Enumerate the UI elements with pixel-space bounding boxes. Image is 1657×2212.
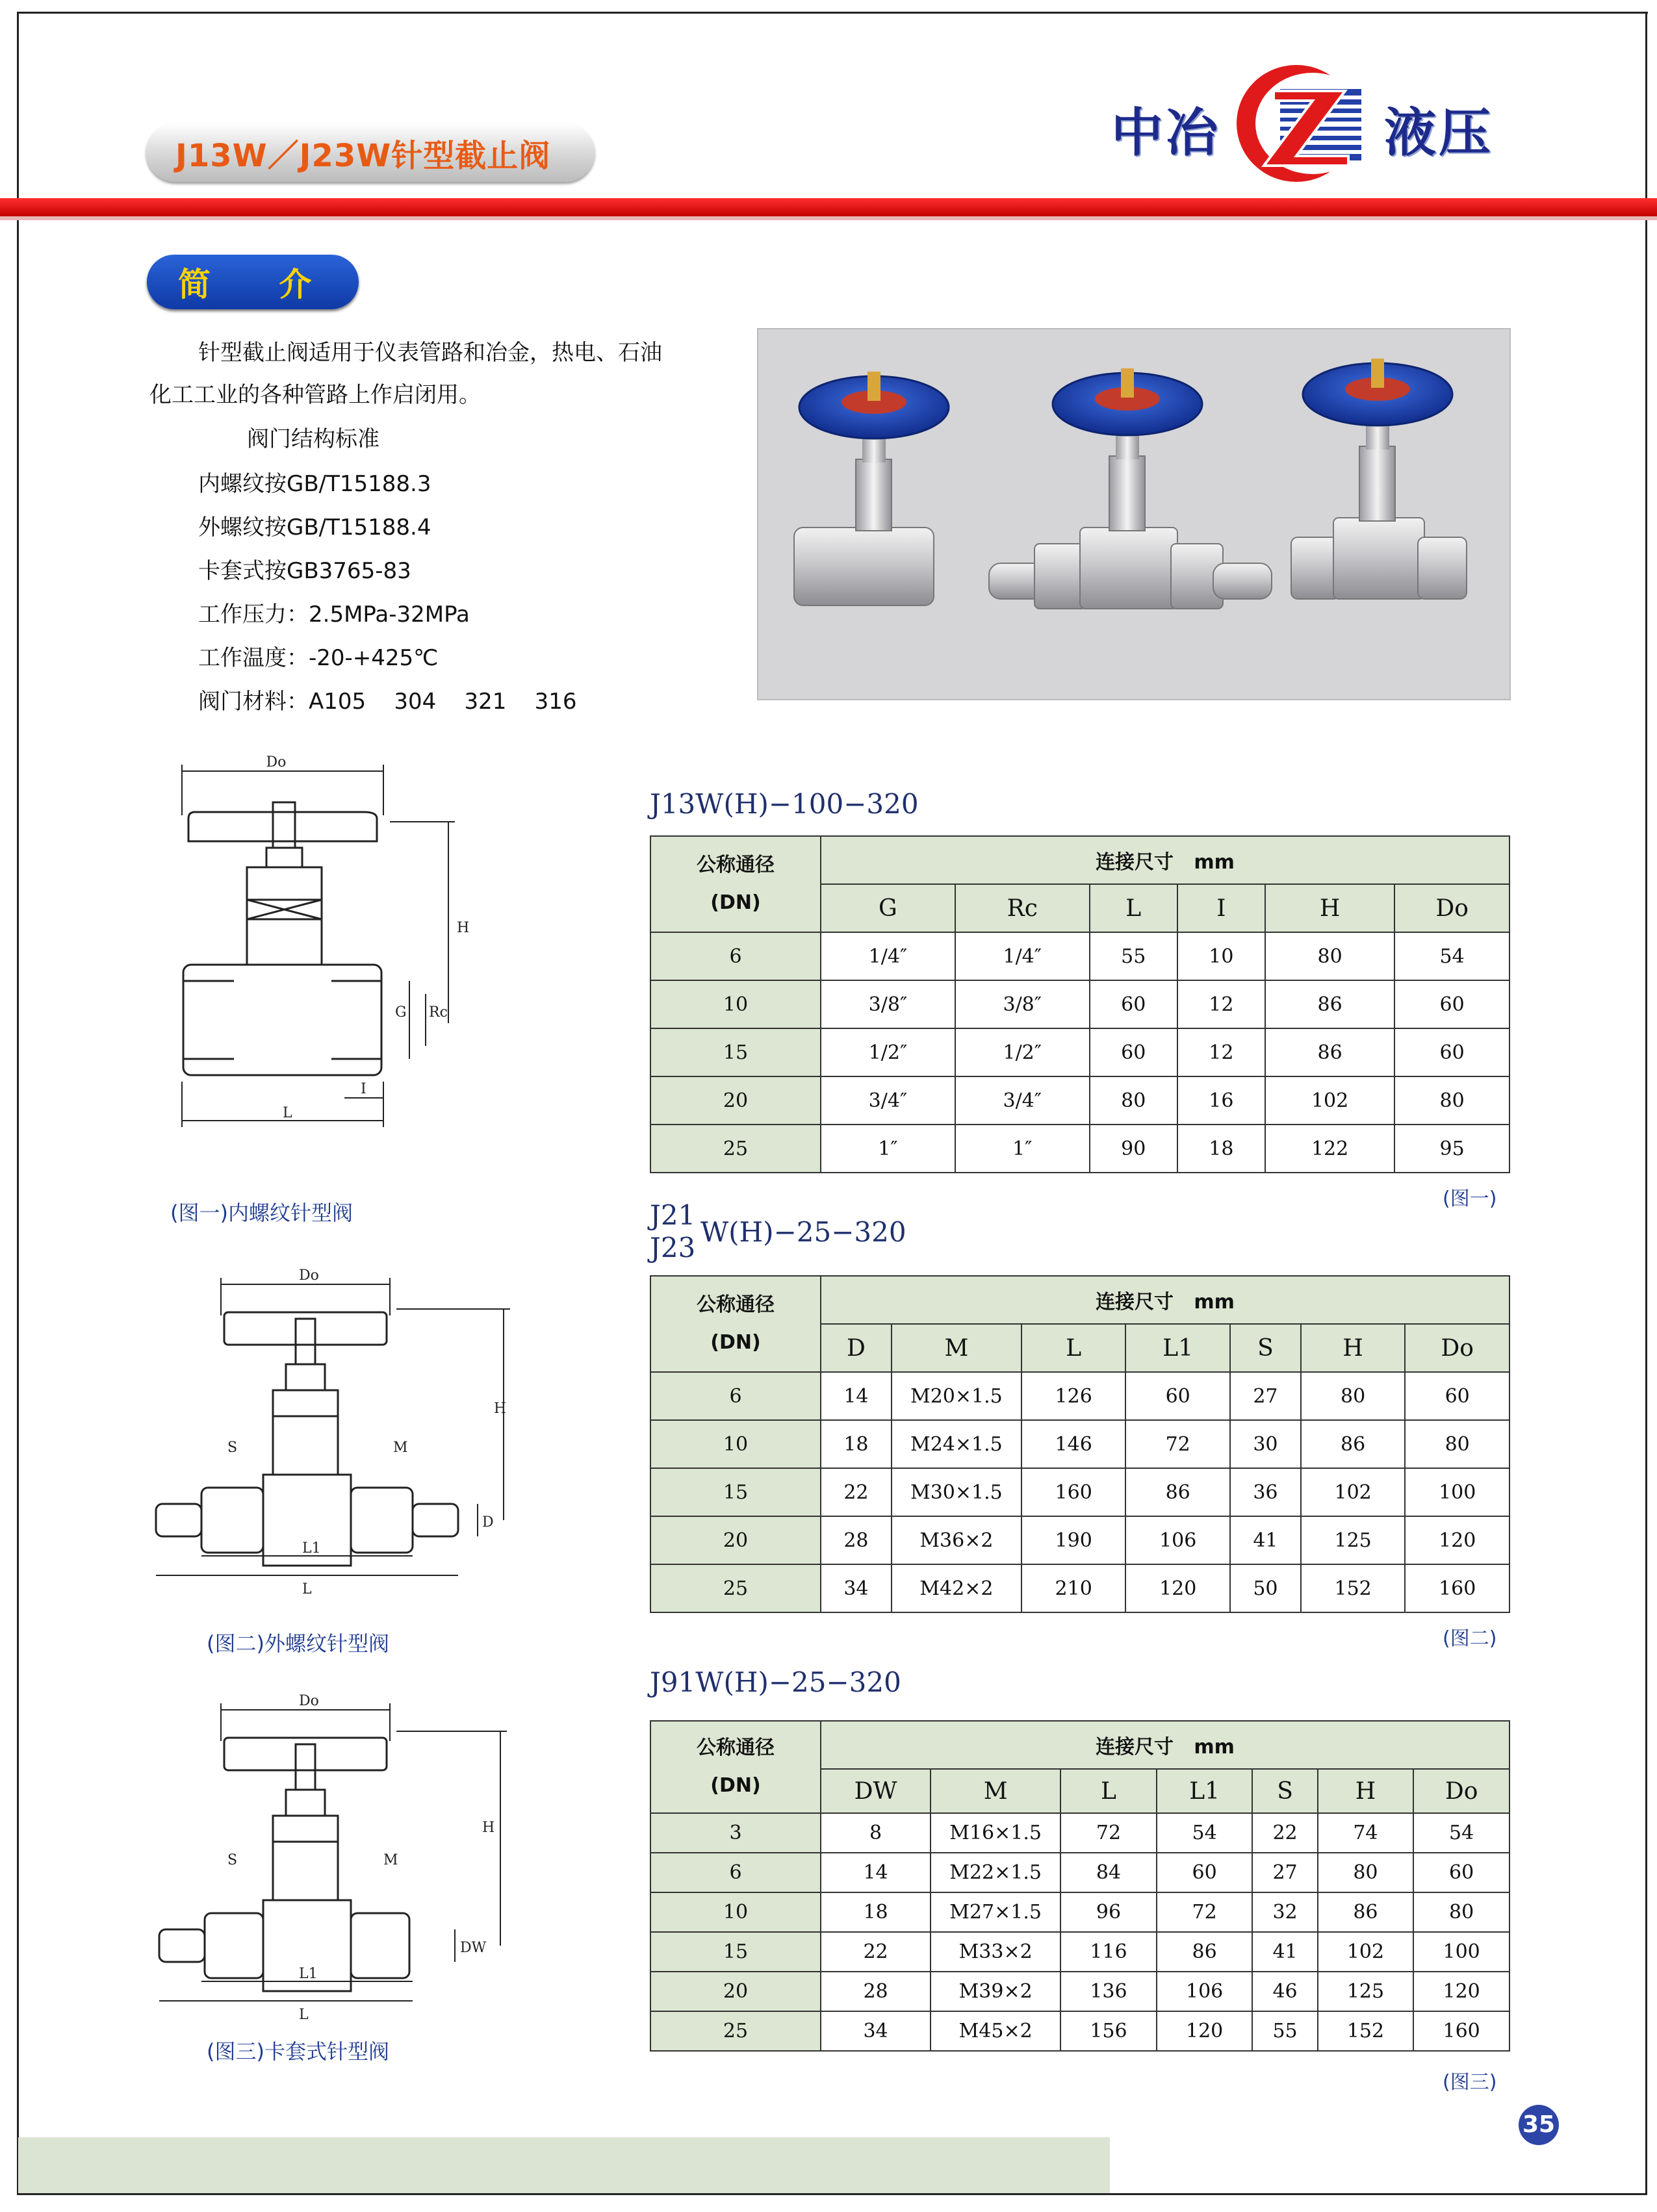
table-cell: 18 — [1177, 1125, 1265, 1173]
table-cell: 136 — [1060, 1972, 1157, 2011]
table-row — [650, 1125, 1509, 1173]
page-frame-bottom — [17, 2193, 1647, 2195]
valve-1-icon — [794, 372, 949, 605]
table-cell: 20 — [650, 1972, 821, 2011]
table-cell: 100 — [1405, 1468, 1509, 1516]
table-cell: 60 — [1394, 1028, 1509, 1076]
table-cell: 80 — [1405, 1420, 1509, 1468]
table2-col-header: L1 — [1125, 1324, 1230, 1372]
intro-line-2: 化工工业的各种管路上作启闭用。 — [149, 382, 481, 408]
table-cell: 60 — [1090, 980, 1177, 1028]
table-cell: 55 — [1090, 932, 1177, 980]
table2-col-header: M — [892, 1324, 1021, 1372]
page-title: J13W／J23W针型截止阀 — [175, 137, 551, 174]
table-cell: 1/4″ — [955, 932, 1090, 980]
table-cell: 10 — [650, 980, 821, 1028]
table-cell: 60 — [1157, 1853, 1253, 1892]
fig1-rc-label: Rc — [429, 1004, 448, 1021]
table3 — [650, 1720, 1510, 2052]
table-cell: M33×2 — [931, 1932, 1060, 1972]
valve-photo-illustration — [758, 329, 1509, 699]
table-cell: 126 — [1021, 1372, 1126, 1420]
fig2-m-label: M — [393, 1440, 408, 1456]
table2-title-top: J21 — [650, 1199, 696, 1231]
table2-dn-unit: (DN) — [710, 1331, 761, 1354]
table3-col-header: M — [931, 1769, 1060, 1813]
table-cell: 20 — [650, 1516, 821, 1564]
valve-2-icon — [989, 368, 1272, 609]
table-cell: 106 — [1157, 1972, 1253, 2011]
intro-line-7: 工作压力：2.5MPa-32MPa — [198, 602, 470, 628]
table2-col-header: Do — [1405, 1324, 1509, 1372]
table-row — [650, 1932, 1509, 1972]
table3-dn-unit: (DN) — [710, 1774, 761, 1797]
fig2-drawing — [149, 1267, 520, 1608]
table3-col-header: L — [1060, 1769, 1157, 1813]
table-cell: M45×2 — [931, 2011, 1060, 2051]
header-red-band — [0, 198, 1657, 216]
fig2-caption: (图二)外螺纹针型阀 — [207, 1631, 389, 1656]
table-cell: 86 — [1157, 1932, 1253, 1972]
table-cell: 160 — [1405, 1564, 1509, 1612]
table-cell: 20 — [650, 1076, 821, 1125]
logo-text-left: 中冶 — [1111, 103, 1220, 163]
table-cell: 46 — [1252, 1972, 1317, 2011]
fig1-caption: (图一)内螺纹针型阀 — [170, 1201, 353, 1225]
table1-conn-header: 连接尺寸 mm — [821, 836, 1509, 884]
table-cell: 106 — [1125, 1516, 1230, 1564]
table-cell: M24×1.5 — [892, 1420, 1021, 1468]
table1-col-header: L — [1090, 884, 1177, 932]
fig3-drawing — [149, 1693, 520, 2033]
table-cell: 54 — [1413, 1813, 1509, 1853]
table-cell: M39×2 — [931, 1972, 1060, 2011]
table-cell: 28 — [821, 1972, 931, 2011]
fig1-h-label: H — [457, 920, 470, 936]
table-row — [650, 1468, 1509, 1516]
fig1-l-label: L — [283, 1105, 292, 1121]
fig3-caption: (图三)卡套式针型阀 — [207, 2039, 389, 2064]
table-cell: 14 — [821, 1853, 931, 1892]
table-cell: 15 — [650, 1468, 821, 1516]
table-cell: 102 — [1318, 1932, 1414, 1972]
table3-title: J91W(H)−25−320 — [650, 1666, 901, 1698]
table-cell: 86 — [1301, 1420, 1406, 1468]
fig1-do-label: Do — [266, 754, 287, 770]
table-cell: 190 — [1021, 1516, 1126, 1564]
table-cell: 72 — [1157, 1892, 1253, 1932]
table-cell: 60 — [1413, 1853, 1509, 1892]
table-cell: 80 — [1394, 1076, 1509, 1125]
table-cell: 54 — [1157, 1813, 1253, 1853]
table-cell: 27 — [1230, 1372, 1301, 1420]
table-cell: 102 — [1265, 1076, 1394, 1125]
table-cell: 156 — [1060, 2011, 1157, 2051]
page-number: 35 — [1519, 2105, 1559, 2145]
table-cell: 18 — [821, 1420, 892, 1468]
table2-title-bottom: J23 — [650, 1232, 696, 1264]
table-cell: 80 — [1265, 932, 1394, 980]
table-cell: 50 — [1230, 1564, 1301, 1612]
fig3-do-label: Do — [299, 1693, 319, 1709]
table1-dn-header — [650, 836, 821, 932]
table3-tag: (图三) — [1443, 2071, 1497, 2094]
table-cell: 3/4″ — [955, 1076, 1090, 1125]
table-cell: 80 — [1318, 1853, 1414, 1892]
table-cell: 32 — [1252, 1892, 1317, 1932]
table-cell: 18 — [821, 1892, 931, 1932]
intro-line-6: 卡套式按GB3765-83 — [198, 558, 411, 584]
table3-dn-label: 公称通径 — [697, 1736, 775, 1759]
table2-dn-label: 公称通径 — [697, 1293, 775, 1316]
table-cell: 80 — [1413, 1892, 1509, 1932]
table-cell: 90 — [1090, 1125, 1177, 1173]
fig3-h-label: H — [482, 1820, 495, 1836]
page-frame-left — [17, 12, 19, 2194]
table-row — [650, 1813, 1509, 1853]
table-cell: 6 — [650, 1853, 821, 1892]
table-cell: 86 — [1265, 980, 1394, 1028]
table-row — [650, 1076, 1509, 1125]
table-cell: 152 — [1318, 2011, 1414, 2051]
table-cell: 72 — [1060, 1813, 1157, 1853]
table3-col-header: H — [1318, 1769, 1414, 1813]
table-cell: M27×1.5 — [931, 1892, 1060, 1932]
table3-col-header: Do — [1413, 1769, 1509, 1813]
table1-tag: (图一) — [1443, 1188, 1497, 1210]
table-cell: 210 — [1021, 1564, 1126, 1612]
brand-logo-icon — [1235, 62, 1371, 185]
fig3-l-label: L — [299, 2007, 309, 2023]
table-cell: 27 — [1252, 1853, 1317, 1892]
table2-title-rest: W(H)−25−320 — [700, 1216, 906, 1248]
product-photo — [757, 328, 1511, 700]
table-cell: 152 — [1301, 1564, 1406, 1612]
table-cell: 25 — [650, 2011, 821, 2051]
table-cell: 28 — [821, 1516, 892, 1564]
page-frame-top — [17, 12, 1648, 14]
table-cell: 120 — [1157, 2011, 1253, 2051]
table1-col-header: Rc — [955, 884, 1090, 932]
table-cell: 80 — [1301, 1372, 1406, 1420]
table-cell: 15 — [650, 1028, 821, 1076]
table-cell: 116 — [1060, 1932, 1157, 1972]
table-cell: 10 — [1177, 932, 1265, 980]
table-cell: M16×1.5 — [931, 1813, 1060, 1853]
table-cell: M36×2 — [892, 1516, 1021, 1564]
table-row — [650, 1516, 1509, 1564]
table-row — [650, 1853, 1509, 1892]
table-cell: 72 — [1125, 1420, 1230, 1468]
table-cell: 1/2″ — [821, 1028, 955, 1076]
table-cell: 41 — [1230, 1516, 1301, 1564]
table-cell: 122 — [1265, 1125, 1394, 1173]
table-cell: 30 — [1230, 1420, 1301, 1468]
fig2-s-label: S — [227, 1440, 238, 1456]
table-cell: 10 — [650, 1420, 821, 1468]
table-cell: 96 — [1060, 1892, 1157, 1932]
table-cell: 125 — [1301, 1516, 1406, 1564]
table2-col-header: D — [821, 1324, 892, 1372]
fig3-l1-label: L1 — [299, 1966, 318, 1982]
table1-title: J13W(H)−100−320 — [650, 788, 919, 820]
table-cell: 74 — [1318, 1813, 1414, 1853]
table-cell: 34 — [821, 1564, 892, 1612]
page-frame-right — [1645, 12, 1647, 2194]
table-cell: 25 — [650, 1125, 821, 1173]
table1-dn-label: 公称通径 — [697, 854, 775, 876]
fig3-m-label: M — [383, 1852, 398, 1868]
intro-line-4: 内螺纹按GB/T15188.3 — [198, 471, 431, 497]
table-cell: 1″ — [821, 1125, 955, 1173]
table-cell: 80 — [1090, 1076, 1177, 1125]
table-cell: 54 — [1394, 932, 1509, 980]
table1-col-header: Do — [1394, 884, 1509, 932]
table3-dn-header — [650, 1721, 821, 1813]
table-cell: 55 — [1252, 2011, 1317, 2051]
fig2-h-label: H — [494, 1401, 507, 1417]
table-cell: 95 — [1394, 1125, 1509, 1173]
fig2-l-label: L — [302, 1581, 312, 1597]
table-cell: 60 — [1125, 1372, 1230, 1420]
table-cell: 36 — [1230, 1468, 1301, 1516]
table-row — [650, 1972, 1509, 2011]
table-cell: 86 — [1125, 1468, 1230, 1516]
intro-line-3: 阀门结构标准 — [247, 426, 379, 452]
table-cell: 3 — [650, 1813, 821, 1853]
table-cell: M22×1.5 — [931, 1853, 1060, 1892]
table1-col-header: G — [821, 884, 955, 932]
table2-dn-header — [650, 1276, 821, 1372]
fig2-d-label: D — [482, 1514, 494, 1531]
table2-col-header: S — [1230, 1324, 1301, 1372]
table3-col-header: DW — [821, 1769, 931, 1813]
table-cell: 10 — [650, 1892, 821, 1932]
table-cell: 60 — [1394, 980, 1509, 1028]
table-cell: 160 — [1413, 2011, 1509, 2051]
table-cell: 86 — [1265, 1028, 1394, 1076]
table-cell: 120 — [1125, 1564, 1230, 1612]
table1-dn-unit: (DN) — [710, 891, 761, 914]
table2-col-header: L — [1021, 1324, 1126, 1372]
table-cell: 146 — [1021, 1420, 1126, 1468]
table-cell: 160 — [1021, 1468, 1126, 1516]
fig2-do-label: Do — [299, 1267, 319, 1284]
table2-col-header: H — [1301, 1324, 1406, 1372]
table-row — [650, 1028, 1509, 1076]
table-cell: 120 — [1413, 1972, 1509, 2011]
table1-col-header: I — [1177, 884, 1265, 932]
table-cell: 22 — [821, 1468, 892, 1516]
table-row — [650, 1372, 1509, 1420]
table2 — [650, 1275, 1510, 1613]
table-row — [650, 1420, 1509, 1468]
fig1-g-label: G — [395, 1004, 407, 1021]
table-cell: 125 — [1318, 1972, 1414, 2011]
fig2-l1-label: L1 — [302, 1540, 321, 1557]
intro-heading: 简 介 — [178, 266, 315, 303]
table-row — [650, 980, 1509, 1028]
table-cell: 3/8″ — [821, 980, 955, 1028]
fig1-drawing — [169, 754, 470, 1186]
fig3-dw-label: DW — [460, 1940, 487, 1956]
table-cell: 3/8″ — [955, 980, 1090, 1028]
table1-col-header: H — [1265, 884, 1394, 932]
table-cell: 15 — [650, 1932, 821, 1972]
intro-line-8: 工作温度：-20-+425℃ — [198, 645, 439, 671]
table-row — [650, 1892, 1509, 1932]
footer-bar — [18, 2137, 1110, 2193]
table-cell: 34 — [821, 2011, 931, 2051]
table3-conn-header: 连接尺寸 mm — [821, 1721, 1509, 1769]
valve-3-icon — [1291, 359, 1467, 599]
table-cell: M30×1.5 — [892, 1468, 1021, 1516]
intro-line-9: 阀门材料：A105 304 321 316 — [198, 689, 577, 715]
table3-col-header: S — [1252, 1769, 1317, 1813]
fig1-i-label: I — [361, 1081, 366, 1097]
intro-heading-pill — [147, 255, 359, 309]
logo-text-right: 液压 — [1384, 103, 1493, 163]
table-cell: 84 — [1060, 1853, 1157, 1892]
header-band-shadow — [0, 216, 1657, 220]
table-row — [650, 2011, 1509, 2051]
table-cell: 100 — [1413, 1932, 1509, 1972]
table-cell: 60 — [1090, 1028, 1177, 1076]
table-cell: 12 — [1177, 1028, 1265, 1076]
table1 — [650, 835, 1510, 1173]
table-cell: 41 — [1252, 1932, 1317, 1972]
table-cell: M20×1.5 — [892, 1372, 1021, 1420]
table-cell: M42×2 — [892, 1564, 1021, 1612]
table2-tag: (图二) — [1443, 1627, 1497, 1650]
table-cell: 8 — [821, 1813, 931, 1853]
table-cell: 22 — [821, 1932, 931, 1972]
table-cell: 1/4″ — [821, 932, 955, 980]
table-cell: 6 — [650, 932, 821, 980]
table-cell: 60 — [1405, 1372, 1509, 1420]
table-cell: 14 — [821, 1372, 892, 1420]
table-cell: 120 — [1405, 1516, 1509, 1564]
table-cell: 86 — [1318, 1892, 1414, 1932]
title-pill — [146, 123, 595, 182]
intro-line-5: 外螺纹按GB/T15188.4 — [198, 515, 431, 540]
table-cell: 1″ — [955, 1125, 1090, 1173]
intro-line-1: 针型截止阀适用于仪表管路和冶金，热电、石油 — [198, 340, 662, 366]
table-cell: 102 — [1301, 1468, 1406, 1516]
table-row — [650, 932, 1509, 980]
table-cell: 12 — [1177, 980, 1265, 1028]
table2-conn-header: 连接尺寸 mm — [821, 1276, 1509, 1324]
table-cell: 16 — [1177, 1076, 1265, 1125]
table-cell: 6 — [650, 1372, 821, 1420]
fig3-s-label: S — [227, 1852, 238, 1868]
table-cell: 3/4″ — [821, 1076, 955, 1125]
table-cell: 25 — [650, 1564, 821, 1612]
table-cell: 22 — [1252, 1813, 1317, 1853]
table3-col-header: L1 — [1157, 1769, 1253, 1813]
table-row — [650, 1564, 1509, 1612]
table-cell: 1/2″ — [955, 1028, 1090, 1076]
